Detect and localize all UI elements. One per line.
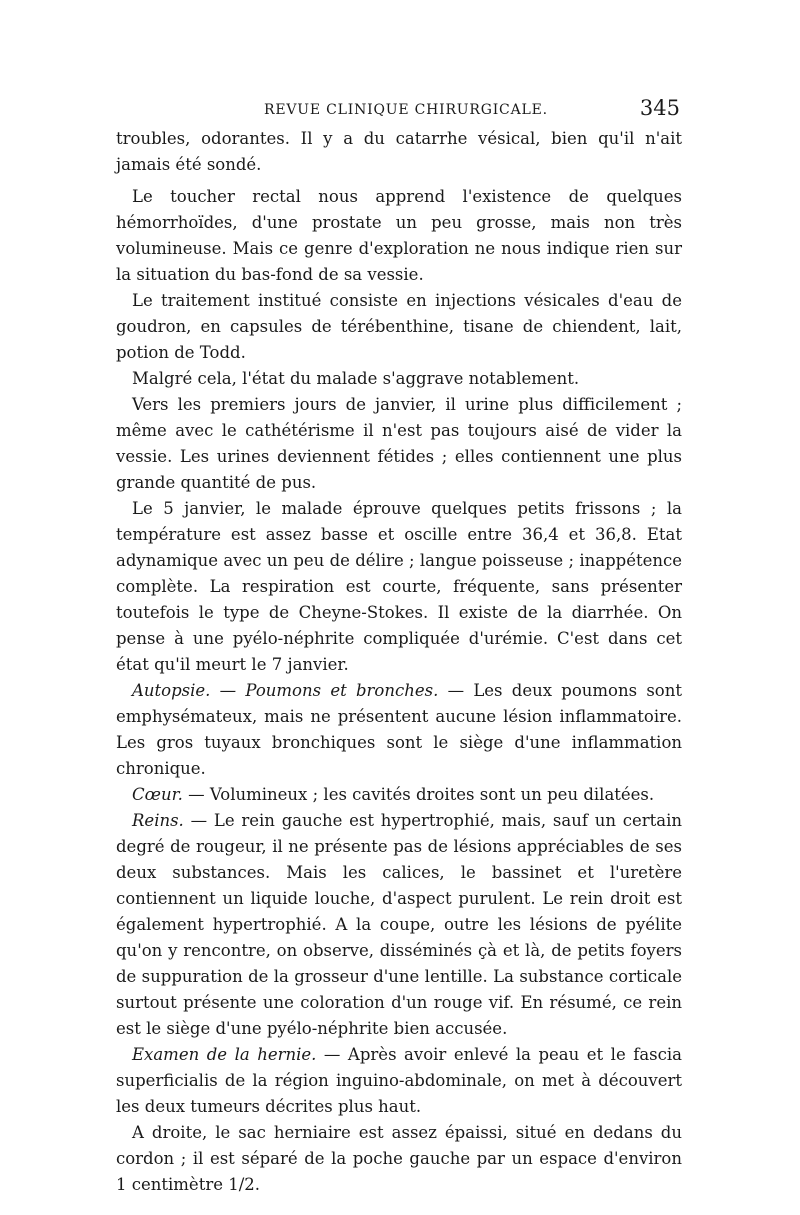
autopsie-label: Autopsie. — Poumons et bronches. xyxy=(132,681,439,700)
paragraph-examen-hernie: Examen de la hernie. — Après avoir enlevé la peau et le fascia superficialis de la région inguino-abdominale, on met à découvert les deux tumeurs décrites plus haut. xyxy=(116,1045,683,1116)
paragraph-coeur: Cœur. — Volumineux ; les cavités droites sont un peu dilatées. xyxy=(132,785,655,804)
coeur-label: Cœur. xyxy=(132,785,183,804)
document-page xyxy=(116,92,682,1198)
running-title: REVUE CLINIQUE CHIRURGICALE. xyxy=(264,102,548,118)
paragraph-aggravation: Malgré cela, l'état du malade s'aggrave notablement. xyxy=(132,369,580,388)
paragraph-janvier: Vers les premiers jours de janvier, il urine plus difficilement ; même avec le cathétérisme il n'est pas toujours aisé de vider la vessie. Les urines deviennent fétides ; elles contiennent une plus grande quantité de pus. xyxy=(116,395,682,492)
paragraph-reins: Reins. — Le rein gauche est hypertrophié, mais, sauf un certain degré de rougeur, il ne présente pas de lésions appréciables de ses deux substances. Mais les calices, le bassinet et l'uretère contiennent un liquide louche, d'aspect purulent. Le rein droit est également hypertrophié. A la coupe, outre les lésions de pyélite qu'on y rencontre, on observe, disséminés çà et là, de petits foyers de suppuration de la grosseur d'une lentille. La substance corticale surtout présente une coloration d'un rouge vif. En résumé, ce rein est le siège d'une pyélo-néphrite bien accusée. xyxy=(116,811,682,1038)
paragraph-traitement: Le traitement institué consiste en injections vésicales d'eau de goudron, en capsules de térébenthine, tisane de chiendent, lait, potion de Todd. xyxy=(116,291,682,362)
examen-hernie-label: Examen de la hernie. xyxy=(132,1045,317,1064)
running-head xyxy=(116,92,682,126)
paragraph-frissons: Le 5 janvier, le malade éprouve quelques petits frissons ; la température est assez basse et oscille entre 36,4 et 36,8. Etat adynamique avec un peu de délire ; langue poisseuse ; inappétence complète. La respiration est courte, fréquente, sans présenter toutefois le type de Cheyne-Stokes. Il existe de la diarrhée. On pense à une pyélo-néphrite compliquée d'urémie. C'est dans cet état qu'il meurt le 7 janvier. xyxy=(116,499,682,674)
body-text xyxy=(116,126,682,1198)
page-number: 345 xyxy=(639,96,680,120)
paragraph-catarrhe: troubles, odorantes. Il y a du catarrhe vésical, bien qu'il n'ait jamais été sondé. xyxy=(116,129,682,174)
paragraph-autopsie: Autopsie. — Poumons et bronches. — Les deux poumons sont emphysémateux, mais ne présentent aucune lésion inflammatoire. Les gros tuyaux bronchiques sont le siège d'une inflammation chronique. xyxy=(116,681,682,778)
paragraph-toucher-rectal: Le toucher rectal nous apprend l'existence de quelques hémorrhoïdes, d'une prostate un peu grosse, mais non très volumineuse. Mais ce genre d'exploration ne nous indique rien sur la situation du bas-fond de sa vessie. xyxy=(116,187,682,284)
paragraph-sac-herniaire: A droite, le sac herniaire est assez épaissi, situé en dedans du cordon ; il est séparé de la poche gauche par un espace d'environ 1 centimètre 1/2. xyxy=(116,1123,682,1194)
reins-label: Reins. xyxy=(132,811,184,830)
